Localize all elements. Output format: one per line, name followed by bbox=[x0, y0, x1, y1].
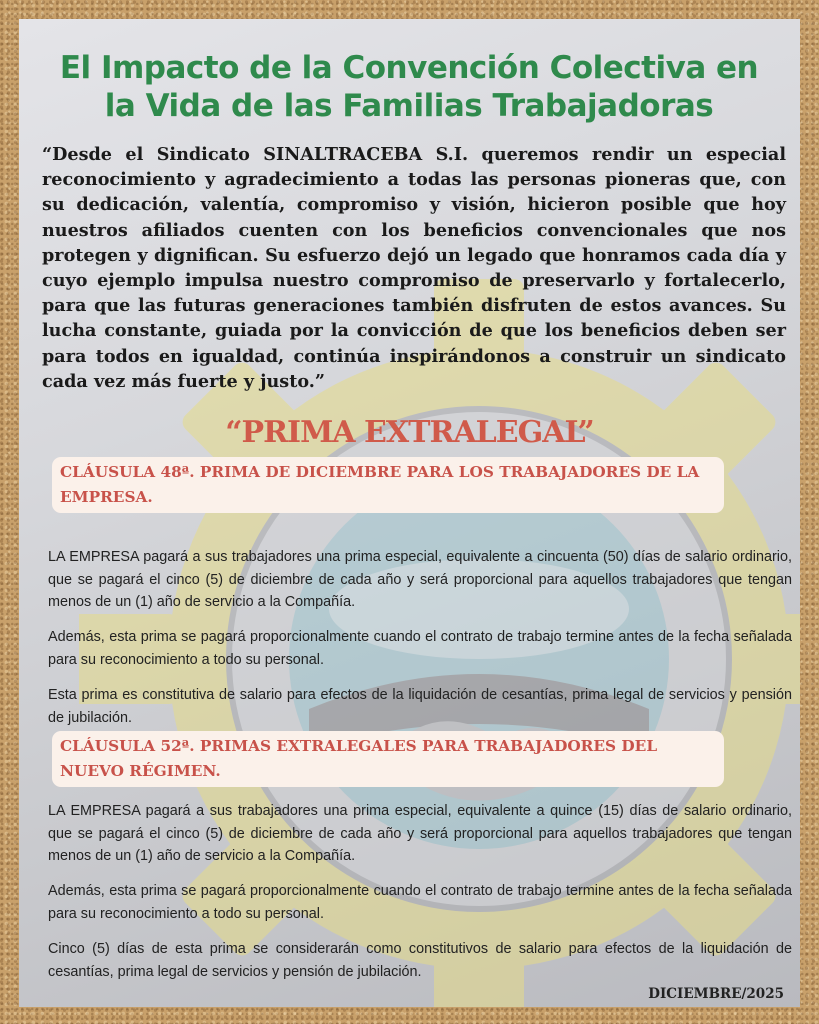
clause-48-paragraph-2: Además, esta prima se pagará proporcionalmente cuando el contrato de trabajo termine antes de la fecha señalada para su reconocimiento a todo su personal. bbox=[48, 629, 792, 668]
clause-48-paragraph-1: LA EMPRESA pagará a sus trabajadores una prima especial, equivalente a cincuenta (50) días de salario ordinario, que se pagará el cinco (5) de diciembre de cada año y será proporcional para aquellos trabajadores que tengan menos de un (1) año de servicio a la Compañía. bbox=[48, 549, 792, 610]
intro-quote: “Desde el Sindicato SINALTRACEBA S.I. queremos rendir un especial reconocimiento y agradecimiento a todas las personas pioneras que, con su dedicación, valentía, compromiso y visión, hicieron posible que hoy nuestros afiliados cuenten con los beneficios convencionales que nos protegen y dignifican. Su esfuerzo dejó un legado que honramos cada día y cuyo ejemplo impulsa nuestro compromiso de preservarlo y fortalecerlo, para que las futuras generaciones también disfruten de estos avances. Su lucha constante, guiada por la convicción de que los beneficios deben ser para todos en igualdad, continúa inspirándonos a construir un sindicato cada vez más fuerte y justo.” bbox=[42, 144, 786, 392]
clause-52-paragraph-3: Cinco (5) días de esta prima se considerarán como constitutivos de salario para efectos de la liquidación de cesantías, prima legal de servicios y pensión de jubilación. bbox=[48, 941, 792, 980]
page-title: El Impacto de la Convención Colectiva en la Vida de las Familias Trabajadoras bbox=[59, 50, 759, 124]
clause-48-paragraph-3: Esta prima es constitutiva de salario para efectos de la liquidación de cesantías, prima legal de servicios y pensión de jubilación. bbox=[48, 687, 792, 726]
clause-52-heading: CLÁUSULA 52ª. PRIMAS EXTRALEGALES PARA TRABAJADORES DEL NUEVO RÉGIMEN. bbox=[52, 731, 724, 787]
clause-52-paragraph-1: LA EMPRESA pagará a sus trabajadores una prima especial, equivalente a quince (15) días de salario ordinario, que se pagará el cinco (5) de diciembre de cada año y será proporcional para aquellos trabajadores que tengan menos de un (1) año de servicio a la Compañía. bbox=[48, 803, 792, 864]
document-panel bbox=[19, 19, 800, 1007]
clause-48-heading: CLÁUSULA 48ª. PRIMA DE DICIEMBRE PARA LOS TRABAJADORES DE LA EMPRESA. bbox=[52, 457, 724, 513]
section-title: “PRIMA EXTRALEGAL” bbox=[225, 415, 594, 450]
document-content bbox=[19, 19, 800, 1007]
date-footer: DICIEMBRE/2025 bbox=[648, 986, 784, 1002]
clause-52-paragraph-2: Además, esta prima se pagará proporcionalmente cuando el contrato de trabajo termine antes de la fecha señalada para su reconocimiento a todo su personal. bbox=[48, 883, 792, 922]
